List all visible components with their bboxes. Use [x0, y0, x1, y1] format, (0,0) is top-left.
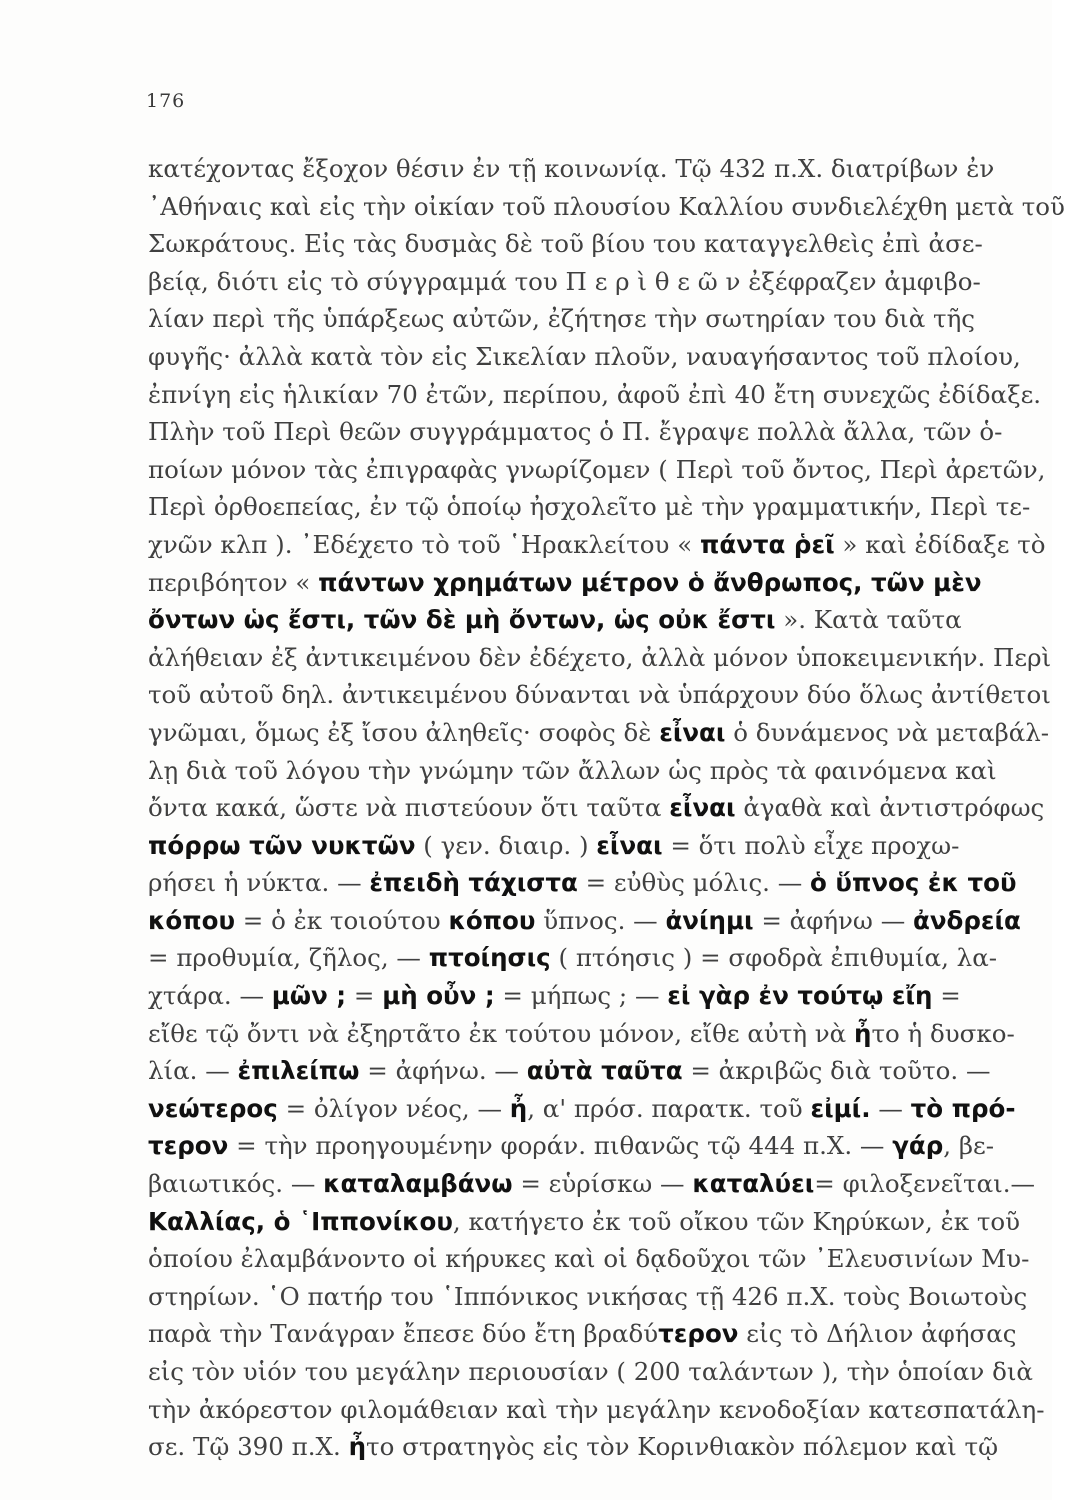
bold-term: αὐτὰ ταῦτα: [526, 1056, 683, 1086]
bold-term: ἀνδρεία: [912, 905, 1021, 935]
text-line: Σωκράτους. Εἰς τὰς δυσμὰς δὲ τοῦ βίου του καταγγελθεὶς ἐπὶ ἀσε-: [148, 229, 983, 259]
bold-term: τερον: [658, 1319, 739, 1349]
bold-term: τερον: [148, 1131, 229, 1161]
bold-term: καταλύει: [692, 1169, 815, 1199]
text-line: τοῦ αὐτοῦ δηλ. ἀντικειμένου δύνανται νὰ ὑπάρχουν δύο ὅλως ἀντίθετοι: [148, 680, 1051, 710]
bold-term: εἶναι: [669, 793, 736, 823]
text-line: Περὶ ὀρθοεπείας, ἐν τῷ ὁποίῳ ἠσχολεῖτο μὲ τὴν γραμματικήν, Περὶ τε-: [148, 492, 1031, 522]
bold-term: γάρ: [892, 1131, 944, 1161]
bold-term: ἀνίημι: [665, 905, 754, 935]
text-line: βείᾳ, διότι εἰς τὸ σύγγραμμά του Π ε ρ ὶ θ ε ῶ ν ἐξέφραζεν ἀμφιβο-: [148, 266, 981, 296]
bold-term: τὸ πρό-: [910, 1093, 1016, 1123]
bold-term: Καλλίας, ὁ ῾Ιππονίκου: [148, 1206, 453, 1236]
bold-term: πάντα ῥεῖ: [700, 529, 835, 559]
page-number: 176: [146, 90, 186, 112]
text-line: ἐπνίγη εἰς ἡλικίαν 70 ἐτῶν, περίπου, ἀφοῦ ἐπὶ 40 ἔτη συνεχῶς ἐδίδαξε.: [148, 379, 1042, 409]
bold-term: πτοίησις: [428, 943, 551, 973]
text-line: παρὰ τὴν Τανάγραν ἔπεσε δύο ἔτη βραδύτερον εἰς τὸ Δήλιον ἀφήσας: [148, 1319, 1017, 1349]
text-line: τὴν ἀκόρεστον φιλομάθειαν καὶ τὴν μεγάλην κενοδοξίαν κατεσπατάλη-: [148, 1394, 1045, 1424]
bold-term: μῶν ;: [271, 981, 347, 1011]
text-line: εἴθε τῷ ὄντι νὰ ἐξηρτᾶτο ἐκ τούτου μόνον, εἴθε αὐτὴ νὰ ἦτο ἡ δυσκο-: [148, 1018, 1015, 1048]
text-line: ᾿Αθήναις καὶ εἰς τὴν οἰκίαν τοῦ πλουσίου Καλλίου συνδιελέχθη μετὰ τοῦ: [148, 191, 1065, 221]
text-line: περιβόητον « πάντων χρημάτων μέτρον ὁ ἄνθρωπος, τῶν μὲν: [148, 567, 982, 597]
text-line: ποίων μόνον τὰς ἐπιγραφὰς γνωρίζομεν ( Περὶ τοῦ ὄντος, Περὶ ἀρετῶν,: [148, 454, 1046, 484]
text-line: λία. — ἐπιλείπω = ἀφήνω. — αὐτὰ ταῦτα = ἀκριβῶς διὰ τοῦτο. —: [148, 1056, 991, 1086]
text-line: κατέχοντας ἔξοχον θέσιν ἐν τῇ κοινωνίᾳ. Τῷ 432 π.Χ. διατρίβων ἐν: [148, 154, 995, 183]
text-line: στηρίων. ῾Ο πατήρ του ῾Ιππόνικος νικήσας τῇ 426 π.Χ. τοὺς Βοιωτοὺς: [148, 1281, 1028, 1311]
bold-term: κόπου: [448, 905, 536, 935]
bold-term: εἶναι: [659, 717, 726, 747]
bold-term: εἶναι: [596, 830, 663, 860]
text-line: = προθυμία, ζῆλος, — πτοίησις ( πτόησις ) = σφοδρὰ ἐπιθυμία, λα-: [148, 943, 998, 973]
bold-term: ἐπειδὴ τάχιστα: [369, 868, 578, 898]
text-line: Καλλίας, ὁ ῾Ιππονίκου, κατήγετο ἐκ τοῦ οἴκου τῶν Κηρύκων, ἐκ τοῦ: [148, 1206, 1021, 1236]
text-line: λῃ διὰ τοῦ λόγου τὴν γνώμην τῶν ἄλλων ὡς πρὸς τὰ φαινόμενα καὶ: [148, 755, 997, 785]
text-line: χτάρα. — μῶν ; = μὴ οὖν ; = μήπως ; — εἰ γὰρ ἐν τούτῳ εἴη =: [148, 981, 961, 1011]
text-line: γνῶμαι, ὅμως ἐξ ἴσου ἀληθεῖς· σοφὸς δὲ εἶναι ὁ δυνάμενος νὰ μεταβάλ-: [148, 717, 1050, 747]
text-line: κόπου = ὁ ἐκ τοιούτου κόπου ὕπνος. — ἀνίημι = ἀφήνω — ἀνδρεία: [148, 905, 1021, 935]
bold-term: νεώτερος: [148, 1093, 278, 1123]
bold-term: ἦ: [509, 1093, 528, 1123]
bold-term: πόρρω τῶν νυκτῶν: [148, 830, 416, 860]
bold-term: ἦ: [854, 1018, 872, 1048]
text-line: ρήσει ἡ νύκτα. — ἐπειδὴ τάχιστα = εὐθὺς μόλις. — ὁ ὕπνος ἐκ τοῦ: [148, 868, 1017, 898]
text-line: φυγῆς· ἀλλὰ κατὰ τὸν εἰς Σικελίαν πλοῦν, ναυαγήσαντος τοῦ πλοίου,: [148, 341, 1021, 371]
text-line: πόρρω τῶν νυκτῶν ( γεν. διαιρ. ) εἶναι = ὅτι πολὺ εἶχε προχω-: [148, 830, 960, 860]
bold-term: εἰμί.: [810, 1093, 871, 1123]
text-line: σε. Τῷ 390 π.Χ. ἦτο στρατηγὸς εἰς τὸν Κορινθιακὸν πόλεμον καὶ τῷ: [148, 1432, 999, 1462]
text-line: ὁποίου ἐλαμβάνοντο οἱ κήρυκες καὶ οἱ δᾳδοῦχοι τῶν ᾿Ελευσινίων Μυ-: [148, 1244, 1030, 1274]
text-line: λίαν περὶ τῆς ὑπάρξεως αὐτῶν, ἐζήτησε τὴν σωτηρίαν του διὰ τῆς: [148, 304, 976, 334]
bold-term: πάντων χρημάτων μέτρον ὁ ἄνθρωπος, τῶν μὲν: [318, 567, 982, 597]
text-line: Πλὴν τοῦ Περὶ θεῶν συγγράμματος ὁ Π. ἔγραψε πολλὰ ἄλλα, τῶν ὁ-: [148, 417, 1003, 447]
text-line: ἀλήθειαν ἐξ ἀντικειμένου δὲν ἐδέχετο, ἀλλὰ μόνον ὑποκειμενικήν. Περὶ: [148, 642, 1052, 672]
bold-term: ὄντων ὡς ἔστι, τῶν δὲ μὴ ὄντων, ὡς οὐκ ἔστι: [148, 605, 776, 635]
bold-term: ἦ: [348, 1432, 367, 1462]
body-text: [148, 150, 1065, 1466]
text-line: τερον = τὴν προηγουμένην φοράν. πιθανῶς τῷ 444 π.Χ. — γάρ, βε-: [148, 1131, 995, 1161]
text-line: εἰς τὸν υἱόν του μεγάλην περιουσίαν ( 200 ταλάντων ), τὴν ὁποίαν διὰ: [148, 1357, 1033, 1386]
bold-term: μὴ οὖν ;: [382, 981, 495, 1011]
bold-term: εἰ γὰρ ἐν τούτῳ εἴη: [667, 981, 933, 1011]
bold-term: ἐπιλείπω: [237, 1056, 360, 1086]
bold-term: κόπου: [148, 905, 235, 935]
bold-term: ὁ ὕπνος ἐκ τοῦ: [810, 868, 1017, 898]
text-line: νεώτερος = ὀλίγον νέος, — ἦ, α' πρόσ. παρατκ. τοῦ εἰμί. — τὸ πρό-: [148, 1093, 1016, 1123]
text-line: χνῶν κλπ ). ᾿Εδέχετο τὸ τοῦ ῾Ηρακλείτου « πάντα ῥεῖ » καὶ ἐδίδαξε τὸ: [148, 529, 1046, 559]
text-line: ὄντα κακά, ὥστε νὰ πιστεύουν ὅτι ταῦτα εἶναι ἀγαθὰ καὶ ἀντιστρόφως: [148, 793, 1045, 823]
text-line: βαιωτικός. — καταλαμβάνω = εὑρίσκω — καταλύει= φιλοξενεῖται.—: [148, 1169, 1036, 1199]
text-line: ὄντων ὡς ἔστι, τῶν δὲ μὴ ὄντων, ὡς οὐκ ἔστι ». Κατὰ ταῦτα: [148, 605, 962, 635]
bold-term: καταλαμβάνω: [323, 1169, 513, 1199]
